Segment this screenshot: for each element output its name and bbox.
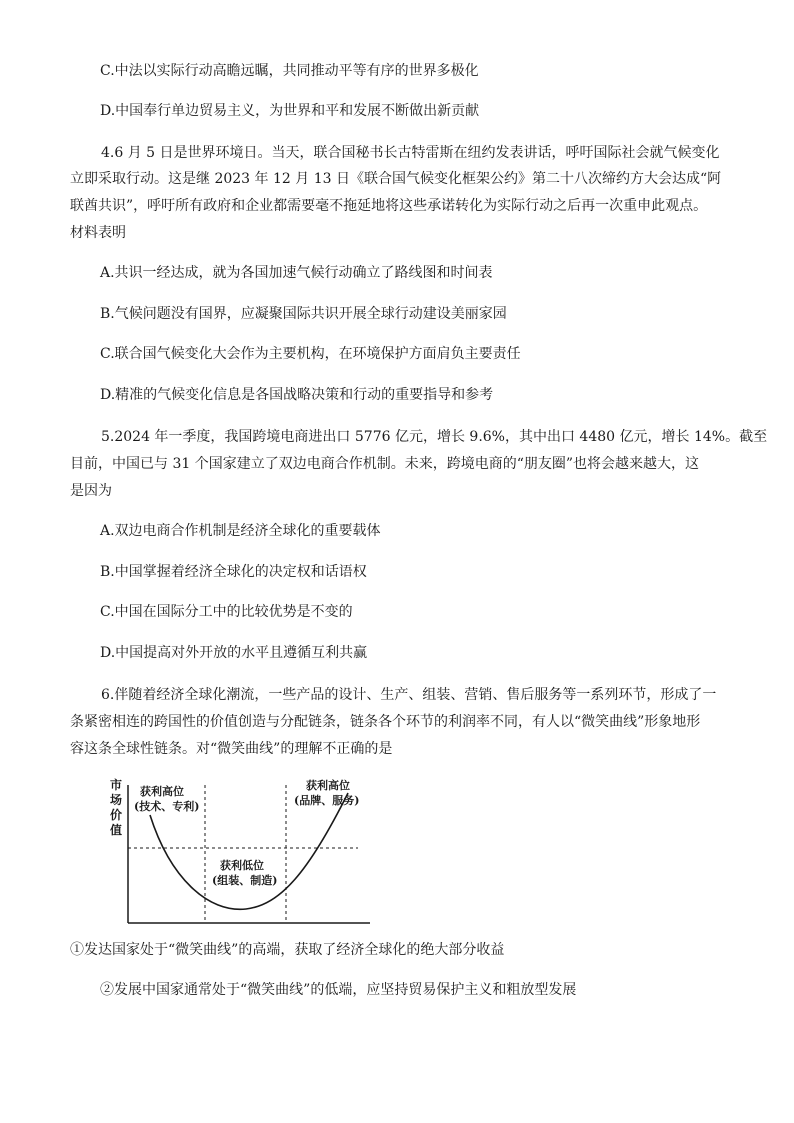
q4-stem-line-1: 4.6 月 5 日是世界环境日。当天，联合国秘书长古特雷斯在纽约发表讲话，呼吁国际社会就气候变化 <box>101 145 720 161</box>
smile-curve-figure <box>108 773 372 928</box>
y-axis-label-char-1: 市 <box>110 778 123 792</box>
q6-stem-line-3: 容这条全球性链条。对“微笑曲线”的理解不正确的是 <box>70 741 393 757</box>
q5-option-c: C.中国在国际分工中的比较优势是不变的 <box>100 604 353 620</box>
left-label-line-1: 获利高位 <box>140 785 184 798</box>
q4-option-b: B.气候问题没有国界，应凝聚国际共识开展全球行动建设美丽家园 <box>100 306 507 322</box>
q4-stem-line-2: 立即采取行动。这是继 2023 年 12 月 13 日《联合国气候变化框架公约》第二十八次缔约方大会达成“阿 <box>70 171 722 187</box>
q4-option-d: D.精准的气候变化信息是各国战略决策和行动的重要指导和参考 <box>100 387 494 403</box>
q6-stem-line-2: 条紧密相连的跨国性的价值创造与分配链条，链条各个环节的利润率不同，有人以“微笑曲线”形象地形 <box>70 714 701 730</box>
q4-option-c: C.联合国气候变化大会作为主要机构，在环境保护方面肩负主要责任 <box>100 346 521 362</box>
q3-option-d: D.中国奉行单边贸易主义，为世界和平和发展不断做出新贡献 <box>100 103 480 119</box>
q4-stem-line-4: 材料表明 <box>70 225 126 241</box>
y-axis-label-char-4: 值 <box>110 823 123 837</box>
q6-stem-line-1: 6.伴随着经济全球化潮流，一些产品的设计、生产、组装、营销、售后服务等一系列环节，形成了一 <box>101 687 717 703</box>
q5-stem-line-2: 目前，中国已与 31 个国家建立了双边电商合作机制。未来，跨境电商的“朋友圈”也将会越来越大，这 <box>70 456 700 472</box>
q6-item-1: ①发达国家处于“微笑曲线”的高端，获取了经济全球化的绝大部分收益 <box>70 942 505 958</box>
q5-option-a: A.双边电商合作机制是经济全球化的重要载体 <box>100 523 381 539</box>
y-axis-label-char-2: 场 <box>110 793 123 807</box>
q5-option-b: B.中国掌握着经济全球化的决定权和话语权 <box>100 564 367 580</box>
y-axis-label-char-3: 价 <box>110 808 123 822</box>
left-label-line-2: (技术、专利) <box>134 800 200 813</box>
q4-option-a: A.共识一经达成，就为各国加速气候行动确立了路线图和时间表 <box>100 265 493 281</box>
right-label-line-2: (品牌、服务) <box>294 794 360 807</box>
q5-stem-line-3: 是因为 <box>70 483 112 499</box>
q5-stem-line-1: 5.2024 年一季度，我国跨境电商进出口 5776 亿元，增长 9.6%，其中出口 4480 亿元，增长 14%。截至 <box>101 429 768 445</box>
smile-curve-svg <box>108 773 372 928</box>
q3-option-c: C.中法以实际行动高瞻远瞩，共同推动平等有序的世界多极化 <box>100 63 479 79</box>
right-label-line-1: 获利高位 <box>306 779 350 792</box>
q6-item-2: ②发展中国家通常处于“微笑曲线”的低端，应坚持贸易保护主义和粗放型发展 <box>100 982 577 998</box>
q4-stem-line-3: 联酋共识”，呼吁所有政府和企业都需要毫不拖延地将这些承诺转化为实际行动之后再一次重申此观点。 <box>70 198 708 214</box>
middle-label-line-1: 获利低位 <box>220 859 264 872</box>
middle-label-line-2: (组装、制造) <box>212 874 278 887</box>
q5-option-d: D.中国提高对外开放的水平且遵循互利共赢 <box>100 645 368 661</box>
